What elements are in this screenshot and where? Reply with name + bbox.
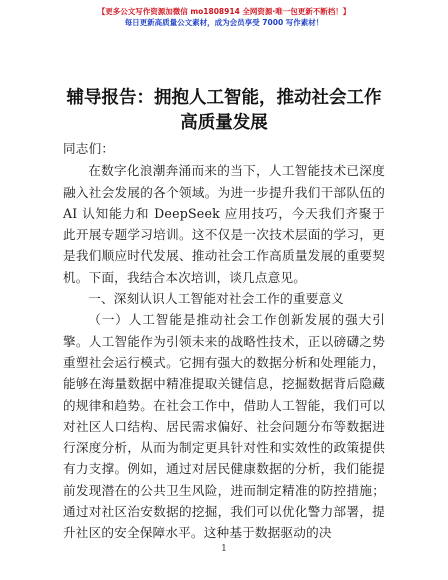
promo-banner-line-2: 每日更新高质量公文素材，成为会员享受 7000 写作素材！ bbox=[124, 18, 324, 27]
page-number: 1 bbox=[221, 544, 227, 554]
promo-banner bbox=[0, 6, 448, 28]
document-body bbox=[63, 138, 385, 544]
body-paragraph: （一）人工智能是推动社会工作创新发展的强大引擎。人工智能作为引领未来的战略性技术，正以磅礴之势重塑社会运行模式。它拥有强大的数据分析和处理能力，能够在海量数据中精准提取关键信息，挖掘数据背后隐藏的规律和趋势。在社会工作中，借助人工智能，我们可以对社区人口结构、居民需求偏好、社会问题分布等数据进行深度分析，从而为制定更具针对性和实效性的政策提供有力支撑。例如，通过对居民健康数据的分析，我们能提前发现潜在的公共卫生风险，进而制定精准的防控措施；通过对社区治安数据的挖掘，我们可以优化警力部署，提升社区的安全保障水平。这种基于数据驱动的决 bbox=[63, 312, 385, 541]
section-heading: 一、深刻认识人工智能对社会工作的重要意义 bbox=[88, 291, 345, 307]
promo-banner-line-1: 【更多公文写作资源加微信 mo1808914 全网资源·唯一包更新不断档！】 bbox=[97, 7, 351, 16]
salutation: 同志们： bbox=[63, 141, 115, 156]
intro-paragraph: 在数字化浪潮奔涌而来的当下，人工智能技术已深度融入社会发展的各个领域。为进一步提升我们干部队伍的 AI 认知能力和 DeepSeek 应用技巧，今天我们齐聚于此开展专题学习培训。这不仅是一次技术层面的学习，更是我们顺应时代发展、推动社会工作高质量发展的重要契机。下面，我结合本次培训，谈几点意见。 bbox=[63, 163, 385, 285]
document-title: 辅导报告：拥抱人工智能，推动社会工作高质量发展 bbox=[66, 88, 382, 133]
